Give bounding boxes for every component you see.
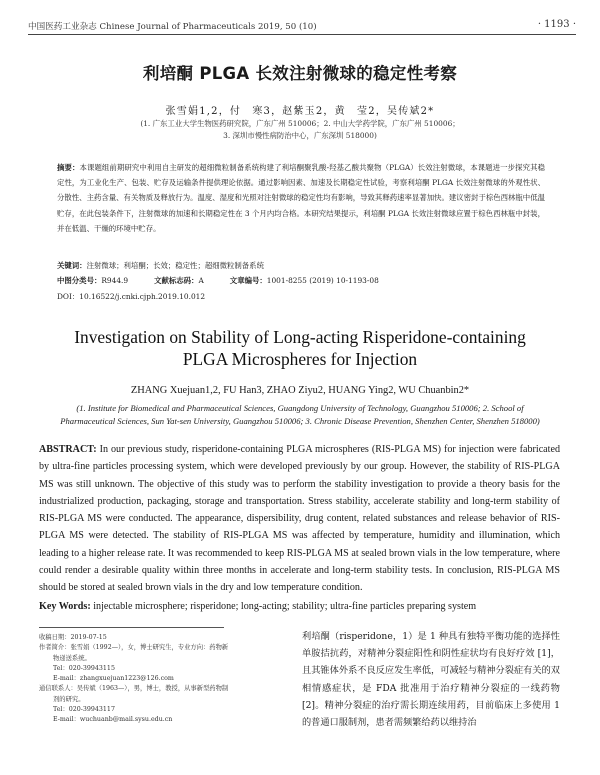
chinese-keywords bbox=[57, 260, 264, 271]
doi-label: DOI： bbox=[57, 292, 80, 301]
chinese-abstract bbox=[57, 160, 545, 236]
journal-name: 中国医药工业杂志 Chinese Journal of Pharmaceuticals 2019, 50 (10) bbox=[28, 22, 317, 32]
english-affiliation-line-1: (1. Institute for Biomedical and Pharmaceutical Sciences, Guangdong University of Technology, Guangzhou 510006; 2. School of bbox=[76, 403, 524, 413]
chinese-affiliation-line-2: 3. 深圳市慢性病防治中心，广东深圳 518000) bbox=[223, 131, 377, 140]
english-abstract bbox=[39, 441, 560, 597]
english-title-line-1: Investigation on Stability of Long-acting Risperidone-containing bbox=[74, 327, 526, 347]
article-number-value: 1001-8255 (2019) 10-1193-08 bbox=[266, 276, 379, 285]
footnotes bbox=[39, 633, 279, 726]
chinese-keywords-label: 关键词： bbox=[57, 261, 87, 270]
footnote-author-bio: 作者简介：张雪娟（1992—），女，博士研究生，专业方向：药物新 bbox=[39, 644, 229, 652]
footnote-author-bio-cont: 物递送系统。 bbox=[53, 654, 91, 662]
chinese-authors: 张雪娟1,2，付 寒3，赵紫玉2，黄 莹2，吴传斌2* bbox=[165, 106, 435, 117]
chinese-affiliation-line-1: (1. 广东工业大学生物医药研究院，广东广州 510006；2. 中山大学药学院，广东广州 510006； bbox=[140, 119, 460, 128]
footnote-corresponding: 通信联系人：吴传斌（1963—），男，博士，教授，从事新型药物制 bbox=[39, 685, 229, 693]
page-number: · 1193 · bbox=[537, 19, 576, 30]
header-divider bbox=[28, 34, 576, 35]
footnote-corresponding-email[interactable]: E-mail：wuchuanb@mail.sysu.edu.cn bbox=[53, 716, 173, 724]
chinese-title: 利培酮 PLGA 长效注射微球的稳定性考察 bbox=[142, 64, 458, 83]
doc-code-value: A bbox=[198, 276, 204, 285]
doc-code-label: 文献标志码： bbox=[154, 276, 199, 285]
chinese-abstract-text: 本课题组前期研究中利用自主研发的超细微粒制备系统构建了利培酮聚乳酸-羟基乙酸共聚物（PLGA）长效注射微球，本课题进一步探究其稳定性，为工业化生产、包装、贮存及运输条件提供理论依据。通过影响因素、加速及长期稳定性试验，考察利培酮 PLGA 长效注射微球的外观性状、分散性、主药含量、有关物质及释放行为。温度、湿度和光照对注射微球的稳定性均有影响，导致其释药速率显著加快。建议密封于棕色西林瓶中低温贮存，在此包装条件下，注射微球的加速和长期稳定性在 3 个月内均合格。本研究结果提示，利培酮 PLGA 长效注射微球应置于棕色西林瓶中封装，并在低温、干燥的环境中贮存。 bbox=[57, 163, 545, 233]
chinese-keywords-text: 注射微球；利培酮；长效；稳定性；超细微粒制备系统 bbox=[86, 261, 264, 270]
footnote-corresponding-cont: 剂的研究。 bbox=[53, 695, 85, 703]
doi-value[interactable]: 10.16522/j.cnki.cjph.2019.10.012 bbox=[79, 292, 206, 301]
clc-value: R944.9 bbox=[101, 276, 129, 285]
classification-line bbox=[57, 275, 379, 286]
english-title-line-2: PLGA Microspheres for Injection bbox=[182, 349, 418, 369]
footnote-corresponding-tel: Tel：020-39943117 bbox=[53, 706, 115, 714]
footnote-author-email[interactable]: E-mail：zhangxuejuan1223@126.com bbox=[53, 675, 174, 683]
english-authors: ZHANG Xuejuan1,2, FU Han3, ZHAO Ziyu2, HUANG Ying2, WU Chuanbin2* bbox=[130, 385, 470, 396]
body-paragraph: 利培酮（risperidone，1）是 1 种具有独特平衡功能的选择性单胺拮抗药，对精神分裂症阳性和阴性症状均有良好疗效 [1]，且其锥体外系不良反应发生率低，可减轻与精神分裂症有关的双相情感症状，是 FDA 批准用于治疗精神分裂症的一线药物 [2]。精神分裂症的治疗需长期连续用药，目前临床上多使用 1 的普通口服制剂，患者需频繁给药以维持治 bbox=[302, 631, 560, 729]
english-keywords bbox=[39, 601, 560, 612]
english-abstract-label: ABSTRACT: bbox=[39, 444, 97, 455]
footnote-divider bbox=[39, 627, 224, 628]
english-affiliation-line-2: Pharmaceutical Sciences, Sun Yat-sen University, Guangzhou 510006; 3. Chronic Disease Prevention, Shenzhen Center, Shenzhen 518000) bbox=[60, 416, 540, 426]
english-keywords-text: injectable microsphere; risperidone; long-acting; stability; ultra-fine particles preparing system bbox=[93, 601, 477, 612]
clc-label: 中图分类号： bbox=[57, 276, 102, 285]
running-header bbox=[28, 17, 576, 33]
footnote-author-tel: Tel：020-39943115 bbox=[53, 664, 115, 672]
english-abstract-text: In our previous study, risperidone-containing PLGA microspheres (RIS-PLGA MS) for injection were fabricated by ultra-fine particles processing system, which were developed previously by our group. However, the stability of RIS-PLGA MS was still unknown. The objective of this study was to perform the stability investigation to provide a theory basis for the industrialized production, packaging, storage and transportation. Stress stability, accelerate stability and long-term stability of RIS-PLGA MS were conducted. The appearance, dispersibility, drug content, related substances and release behavior of RIS-PLGA MS were detected. The stability of RIS-PLGA MS was affected by temperature, humidity and illumination, which leading to a higher release rate. It was recommended to keep RIS-PLGA MS at sealed brown vials in the low temperature, where could render a desirable quality within three months in accelerate and long-term stability tests. In conclusion, RIS-PLGA MS should be stored at sealed brown vials in the dry and low temperature condition. bbox=[39, 444, 560, 594]
english-keywords-label: Key Words: bbox=[39, 601, 91, 612]
doi-line bbox=[57, 291, 205, 302]
footnote-received: 收稿日期：2019-07-15 bbox=[39, 634, 107, 641]
article-number-label: 文章编号： bbox=[229, 276, 267, 285]
chinese-abstract-label: 摘要： bbox=[57, 163, 80, 172]
